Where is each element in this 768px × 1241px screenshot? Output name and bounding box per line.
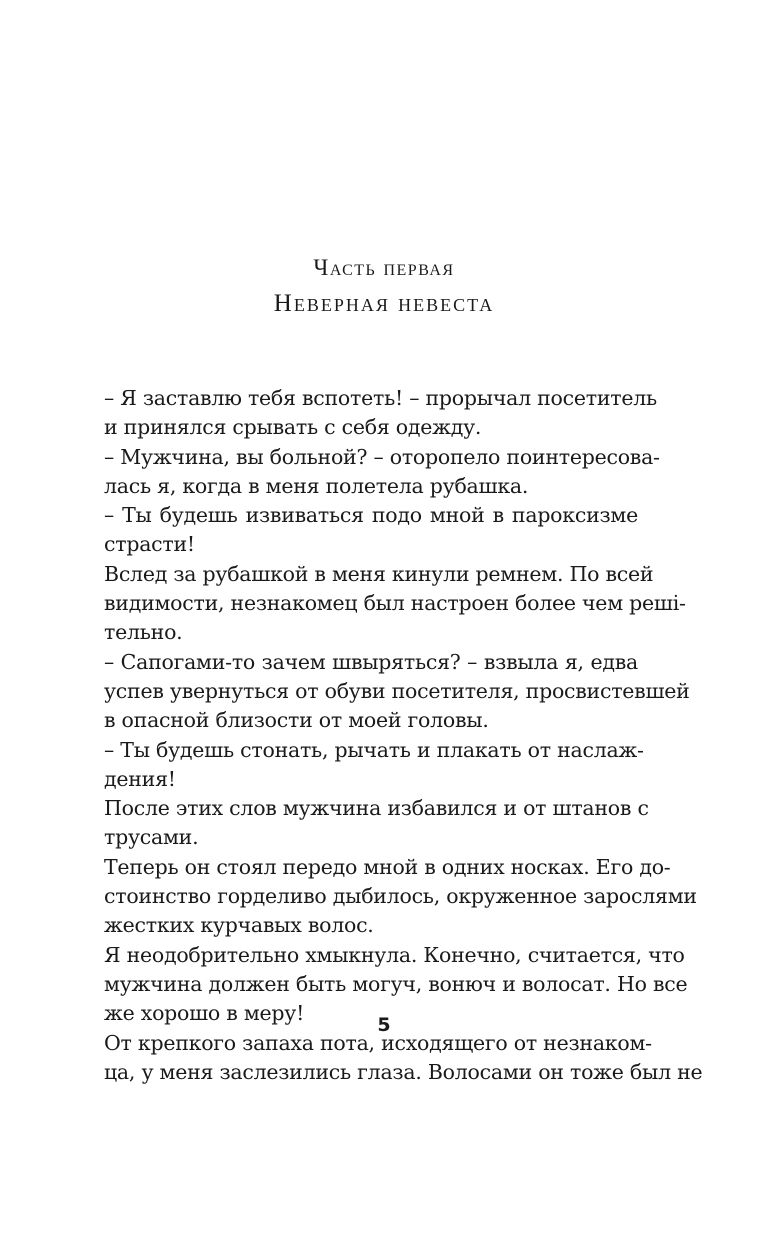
paragraph-line: – Ты будешь стонать, рычать и плакать от наслаж-: [104, 737, 644, 762]
paragraph-line: трусами.: [104, 825, 199, 850]
paragraph-line: После этих слов мужчина избавился и от штанов с: [104, 796, 649, 821]
paragraph-6: [104, 736, 644, 795]
paragraph-line: – Сапогами-то зачем швыряться? – взвыла я, едва: [104, 649, 638, 674]
paragraph-line: в опасной близости от моей головы.: [104, 708, 489, 733]
paragraph-line: Теперь он стоял передо мной в одних носках. Его до-: [104, 854, 671, 879]
paragraph-line: страсти!: [104, 532, 195, 557]
chapter-title: Неверная невеста: [273, 290, 495, 317]
paragraph-4: [104, 560, 686, 648]
paragraph-line: – Мужчина, вы больной? – оторопело поинтересова-: [104, 444, 660, 469]
paragraph-line: успев увернуться от обуви посетителя, просвистевшей: [104, 678, 690, 703]
paragraph-3: [104, 501, 638, 560]
paragraph-line: От крепкого запаха пота, исходящего от незнаком-: [104, 1030, 652, 1055]
paragraph-1: [104, 384, 657, 443]
paragraph-line: же хорошо в меру!: [104, 1001, 305, 1026]
paragraph-line: жестких курчавых волос.: [104, 913, 374, 938]
paragraph-line: дения!: [104, 766, 176, 791]
paragraph-line: – Я заставлю тебя вспотеть! – прорычал посетитель: [104, 386, 657, 410]
paragraph-line: Вслед за рубашкой в меня кинули ремнем. По всей: [104, 561, 654, 586]
part-title: Часть первая: [313, 255, 455, 280]
paragraph-line: видимости, незнакомец был настроен более чем решi-: [104, 591, 686, 616]
paragraph-line: ца, у меня заслезились глаза. Волосами он тоже был не: [104, 1059, 703, 1084]
body-text: [104, 384, 703, 1087]
paragraph-7: [104, 794, 649, 853]
paragraph-line: тельно.: [104, 620, 183, 645]
paragraph-line: Я неодобрительно хмыкнула. Конечно, считается, что: [104, 942, 685, 967]
paragraph-10: [104, 1029, 703, 1088]
paragraph-line: мужчина должен быть могуч, вонюч и волосат. Но все: [104, 971, 688, 996]
paragraph-line: лась я, когда в меня полетела рубашка.: [104, 473, 529, 498]
page-number: 5: [377, 1014, 391, 1036]
paragraph-5: [104, 648, 690, 736]
paragraph-line: стоинство горделиво дыбилось, окруженное зарослями: [104, 884, 697, 909]
paragraph-line: и принялся срывать с себя одежду.: [104, 415, 482, 440]
paragraph-8: [104, 853, 697, 941]
paragraph-line: – Ты будешь извиваться подо мной в пароксизме: [104, 503, 638, 528]
paragraph-2: [104, 443, 660, 502]
